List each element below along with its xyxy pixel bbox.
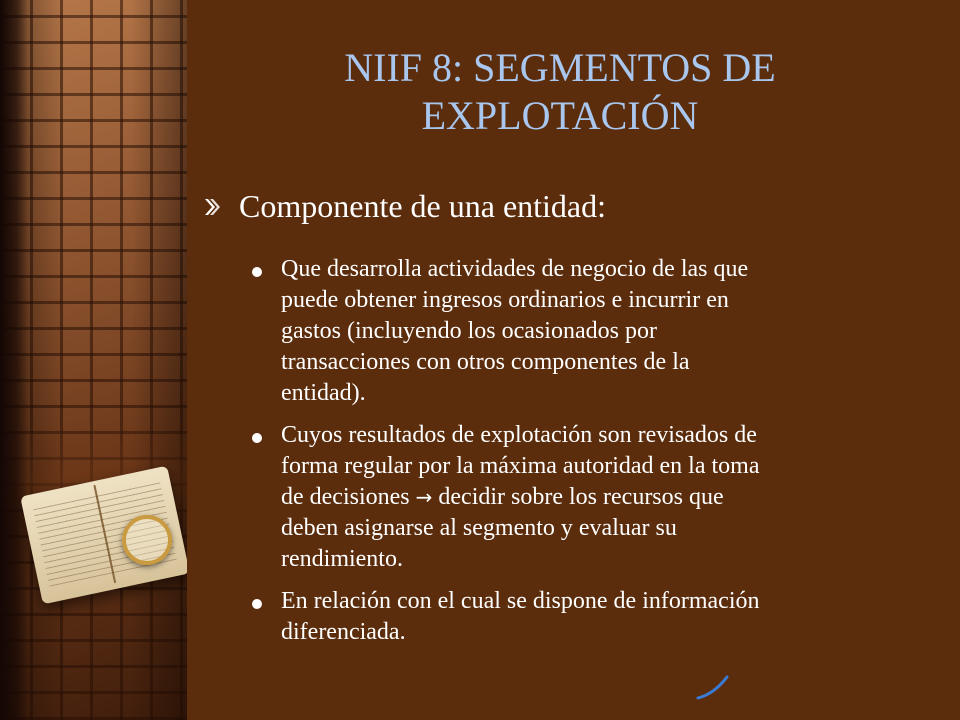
decorative-stroke-icon [696, 674, 730, 700]
magnifying-glass-icon [122, 515, 172, 565]
sub-bullet-1-line-3: gastos (incluyendo los ocasionados por [281, 318, 657, 344]
sub-bullet-2-line-2: forma regular por la máxima autoridad en la toma [281, 453, 760, 479]
sub-bullet-2-line-3 [281, 482, 941, 513]
sub-bullet-1-line-1: Que desarrolla actividades de negocio de las que [281, 256, 749, 282]
sub-bullet-1-text [281, 254, 941, 409]
drawer-shading [0, 0, 187, 720]
bullet-dot-icon [252, 599, 262, 609]
main-bullet-text: Componente de una entidad: [239, 188, 607, 224]
sub-bullet-1-line-5: entidad). [281, 380, 366, 406]
double-chevron-right-icon [203, 198, 221, 216]
right-arrow-icon: → [415, 485, 433, 509]
bullet-dot-icon [252, 433, 262, 443]
sub-bullet-3-line-2: diferenciada. [281, 619, 406, 645]
sub-bullet-1-line-2: puede obtener ingresos ordinarios e incurrir en [281, 287, 729, 313]
sub-bullet-2-line-4: deben asignarse al segmento y evaluar su [281, 515, 677, 541]
sub-bullet-1-line-4: transacciones con otros componentes de la [281, 349, 690, 375]
title-line-1: NIIF 8: SEGMENTOS DE [344, 45, 776, 90]
sub-bullet-2-line-1: Cuyos resultados de explotación son revisados de [281, 422, 757, 448]
left-dark-edge [0, 0, 28, 720]
archive-drawers-image [0, 0, 187, 720]
sub-bullet-2-text [281, 420, 941, 575]
slide-title [200, 44, 920, 140]
line-3-after: decidir sobre los recursos que [432, 484, 724, 510]
sub-bullet-3-line-1: En relación con el cual se dispone de información [281, 588, 760, 614]
sub-bullet-3-text [281, 586, 941, 648]
bullet-dot-icon [252, 267, 262, 277]
title-line-2: EXPLOTACIÓN [421, 93, 699, 138]
sub-bullet-2-line-5: rendimiento. [281, 546, 403, 572]
line-3-before: de decisiones [281, 484, 416, 510]
